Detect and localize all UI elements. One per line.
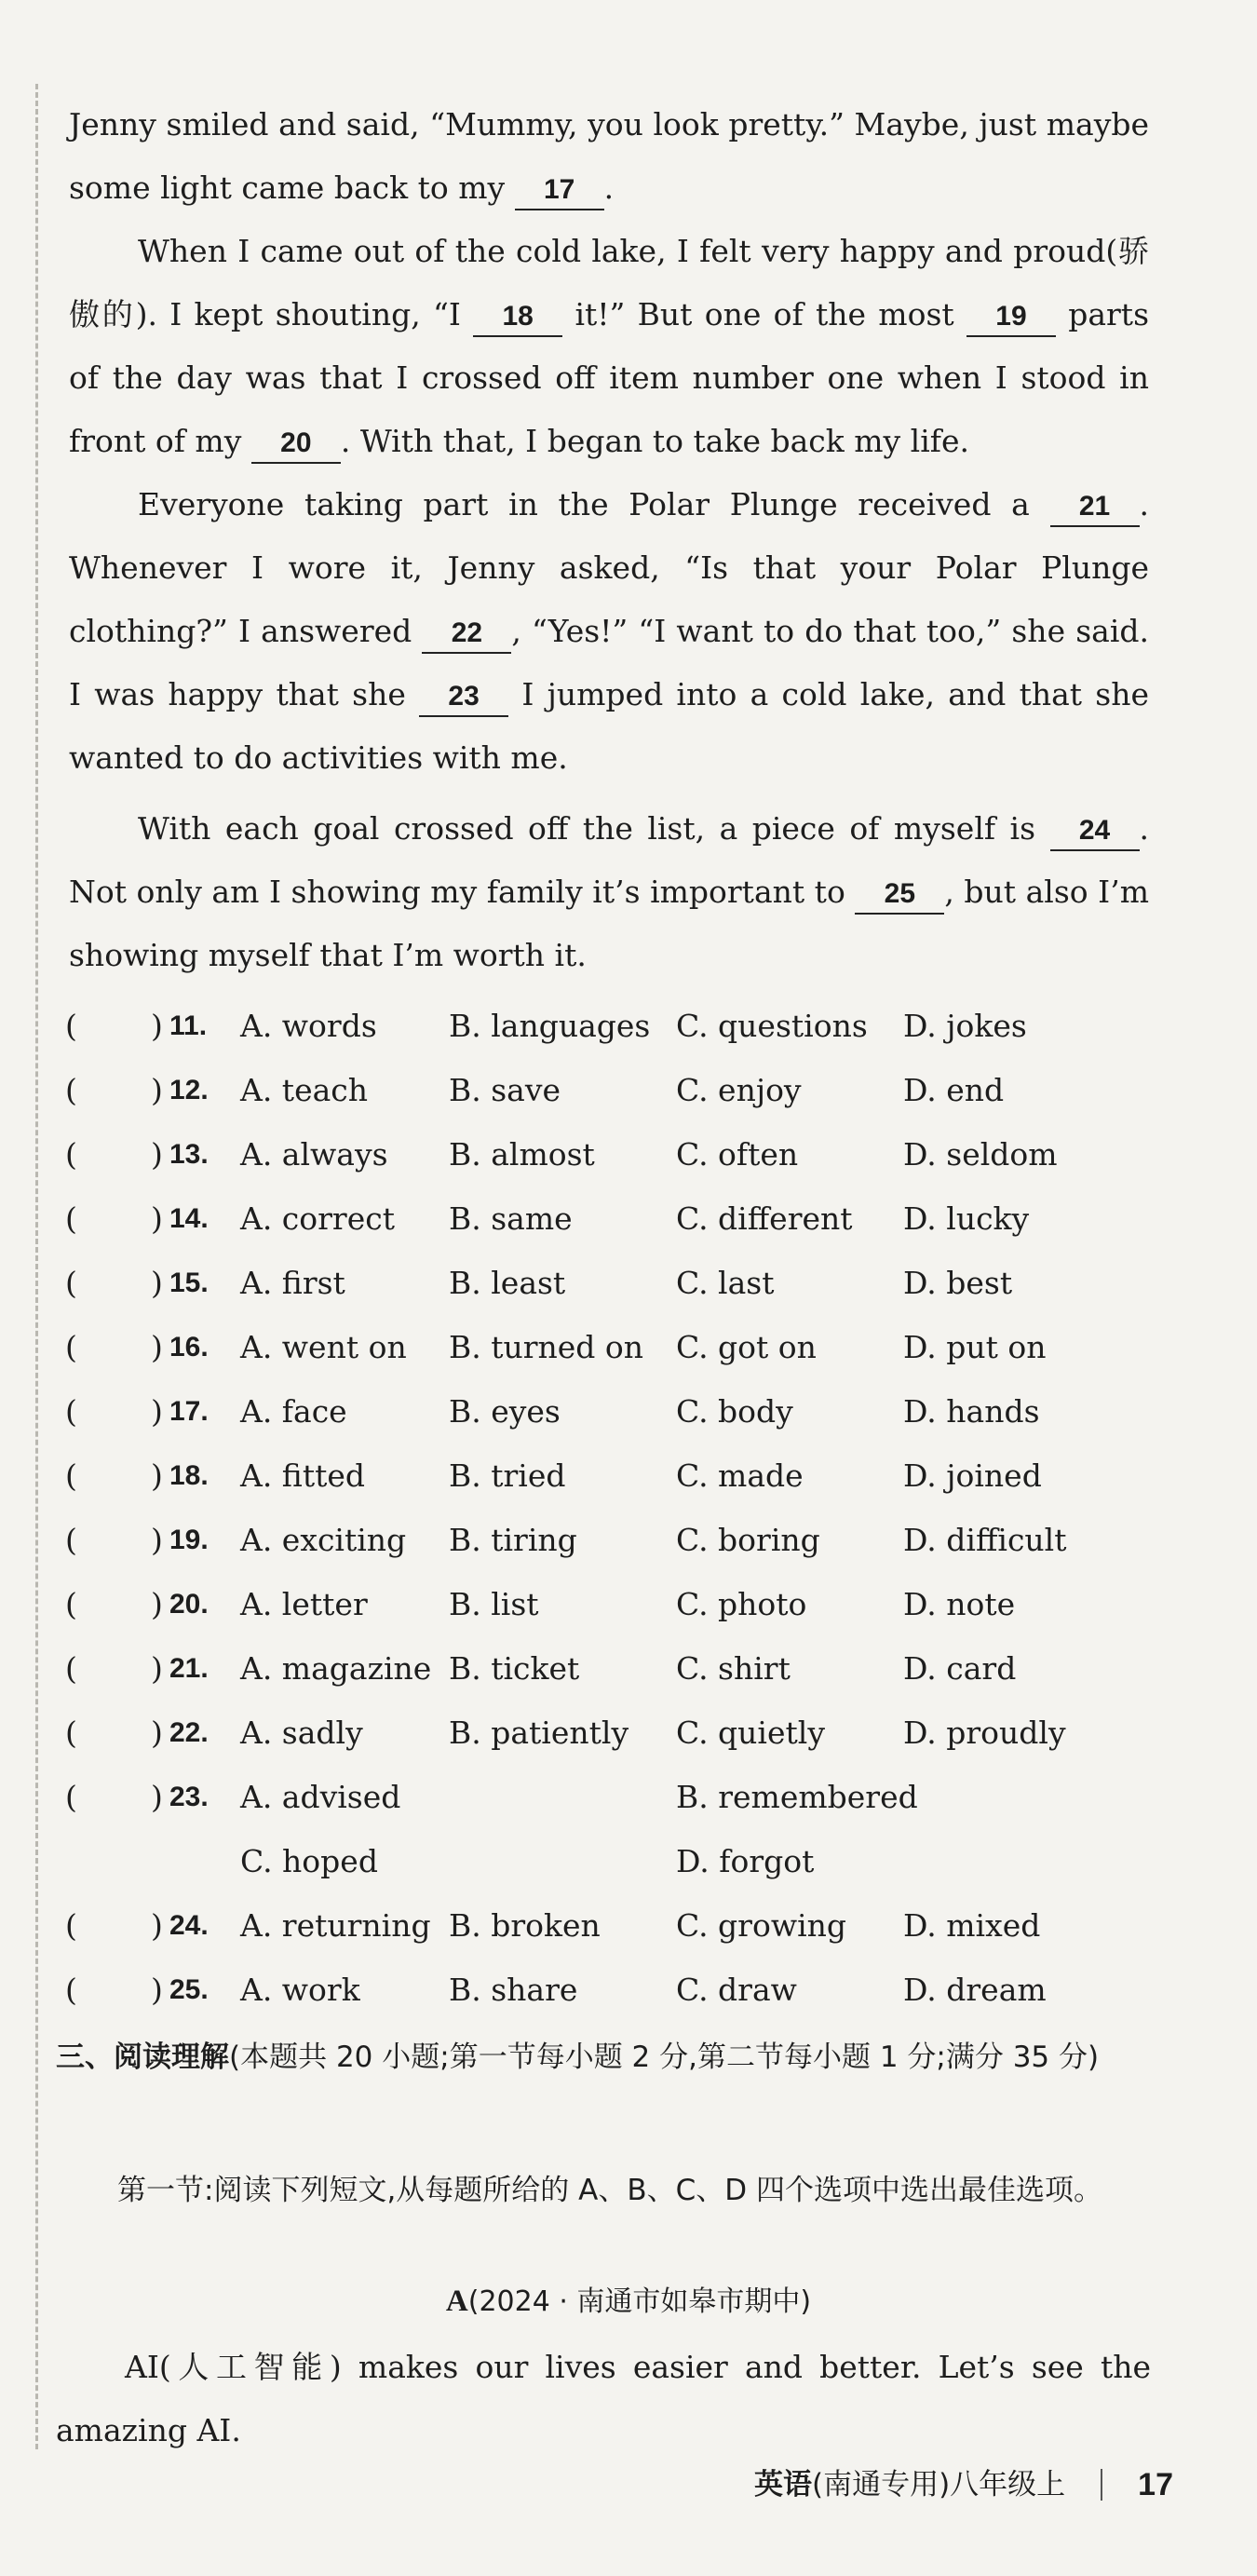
blank-19[interactable]: 19 [966, 298, 1056, 337]
answer-paren-open[interactable]: ( [65, 1136, 77, 1173]
option-b[interactable]: B. same [449, 1200, 573, 1237]
page-footer [754, 2459, 1173, 2511]
option-a[interactable]: A. teach [240, 1072, 369, 1108]
answer-paren-open[interactable]: ( [65, 1907, 77, 1944]
paragraph-text: Jenny smiled and said, “Mummy, you look pretty.” Maybe, just maybe some light came back to my [69, 106, 1149, 206]
answer-paren-open[interactable]: ( [65, 1265, 77, 1301]
question-row-continued [65, 1834, 1164, 1890]
option-b[interactable]: B. save [449, 1072, 561, 1108]
question-number: 16. [169, 1332, 209, 1363]
option-d[interactable]: D. end [903, 1072, 1005, 1108]
option-a[interactable]: A. always [240, 1136, 388, 1173]
option-b[interactable]: B. turned on [449, 1329, 644, 1365]
answer-paren-close: ) [151, 1972, 163, 2008]
passage-paragraph-2 [69, 220, 1149, 473]
paragraph-text: . Whenever I wore it, Jenny asked, “Is that your Polar Plunge clothing?” I answered [69, 486, 1149, 649]
question-number: 13. [169, 1139, 209, 1170]
answer-paren-open[interactable]: ( [65, 1200, 77, 1237]
option-b[interactable]: B. list [449, 1586, 539, 1622]
part-instruction: 第一节:阅读下列短文,从每题所给的 A、B、C、D 四个选项中选出最佳选项。 [117, 2174, 1102, 2207]
answer-paren-close: ) [151, 1393, 163, 1430]
answer-paren-close: ) [151, 1522, 163, 1558]
option-b[interactable]: B. ticket [449, 1650, 580, 1687]
question-number: 14. [169, 1203, 209, 1234]
answer-paren-open[interactable]: ( [65, 1586, 77, 1622]
answer-paren-open[interactable]: ( [65, 1393, 77, 1430]
passage-a-intro: AI(人工智能) makes our lives easier and better. Let’s see the amazing AI. [56, 2349, 1151, 2448]
margin-dashed-line [35, 84, 38, 2449]
option-c[interactable]: C. got on [676, 1329, 817, 1365]
paragraph-text: . [603, 169, 615, 206]
option-d[interactable]: D. joined [903, 1457, 1042, 1494]
page-number: 17 [1138, 2467, 1173, 2502]
question-number: 22. [169, 1717, 209, 1748]
section-heading [56, 2030, 1164, 2084]
option-c[interactable]: C. made [676, 1457, 804, 1494]
option-a[interactable]: A. letter [240, 1586, 368, 1622]
question-row [65, 1962, 1164, 2018]
blank-21[interactable]: 21 [1050, 488, 1140, 527]
answer-paren-close: ) [151, 1136, 163, 1173]
paragraph-text: . With that, I began to take back my life. [340, 423, 969, 459]
option-b[interactable]: B. languages [449, 1008, 651, 1044]
option-b[interactable]: B. tiring [449, 1522, 577, 1558]
answer-paren-open[interactable]: ( [65, 1715, 77, 1751]
question-number: 17. [169, 1396, 209, 1427]
question-row [65, 1320, 1164, 1376]
answer-paren-close: ) [151, 1457, 163, 1494]
passage-paragraph-3 [69, 473, 1149, 790]
answer-paren-open[interactable]: ( [65, 1779, 77, 1815]
question-number: 11. [169, 1010, 208, 1041]
option-a[interactable]: A. magazine [240, 1650, 432, 1687]
question-row [65, 1127, 1164, 1183]
footer-edition: (南通专用)八年级上 [811, 2468, 1066, 2501]
paragraph-text: parts of the day was that I crossed off item number one when I stood in front of my [69, 296, 1149, 459]
option-c[interactable]: C. body [676, 1393, 793, 1430]
option-a[interactable]: A. words [240, 1008, 377, 1044]
paragraph-text: , but also I’m showing myself that I’m worth it. [69, 874, 1149, 973]
question-row [65, 1448, 1164, 1504]
option-b[interactable]: B. remembered [676, 1779, 918, 1815]
answer-paren-close: ) [151, 1265, 163, 1301]
passage-paragraph-4 [69, 797, 1149, 987]
option-a[interactable]: A. work [240, 1972, 360, 2008]
blank-20[interactable]: 20 [251, 425, 341, 464]
option-c[interactable]: C. different [676, 1200, 853, 1237]
blank-17[interactable]: 17 [515, 171, 604, 210]
passage-paragraph-1 [69, 93, 1149, 220]
option-d[interactable]: D. mixed [903, 1907, 1041, 1944]
paragraph-text: I jumped into a cold lake, and that she wanted to do activities with me. [69, 676, 1150, 776]
blank-18[interactable]: 18 [473, 298, 562, 337]
paragraph-text: With each goal crossed off the list, a piece of myself is [138, 810, 1050, 847]
answer-paren-close: ) [151, 1200, 163, 1237]
option-b[interactable]: B. share [449, 1972, 578, 2008]
option-d[interactable]: D. hands [903, 1393, 1040, 1430]
footer-book-title [754, 2459, 1065, 2511]
question-row [65, 1191, 1164, 1247]
option-a[interactable]: A. went on [240, 1329, 407, 1365]
option-b[interactable]: B. eyes [449, 1393, 561, 1430]
answer-paren-close: ) [151, 1907, 163, 1944]
question-row [65, 1705, 1164, 1761]
answer-paren-open[interactable]: ( [65, 1972, 77, 2008]
option-a[interactable]: A. sadly [240, 1715, 363, 1751]
section-note: (本题共 20 小题;第一节每小题 2 分,第二节每小题 1 分;满分 35 分) [229, 2040, 1100, 2074]
question-number: 25. [169, 1974, 209, 2005]
answer-paren-close: ) [151, 1072, 163, 1108]
option-c[interactable]: C. boring [676, 1522, 820, 1558]
question-row [65, 1577, 1164, 1633]
option-a[interactable]: A. first [240, 1265, 345, 1301]
option-c[interactable]: C. enjoy [676, 1072, 802, 1108]
question-number: 23. [169, 1782, 209, 1812]
option-c[interactable]: C. often [676, 1136, 799, 1173]
answer-paren-close: ) [151, 1715, 163, 1751]
option-b[interactable]: B. broken [449, 1907, 601, 1944]
option-a[interactable]: A. returning [240, 1907, 431, 1944]
option-d[interactable]: D. jokes [903, 1008, 1027, 1044]
answer-paren-close: ) [151, 1586, 163, 1622]
blank-24[interactable]: 24 [1050, 812, 1140, 851]
option-a[interactable]: A. face [240, 1393, 347, 1430]
passage-title [0, 2278, 1257, 2325]
option-d[interactable]: D. proudly [903, 1715, 1066, 1751]
footer-divider [1101, 2469, 1102, 2501]
option-c[interactable]: C. shirt [676, 1650, 791, 1687]
question-row [65, 1255, 1164, 1311]
option-a[interactable]: A. advised [240, 1779, 401, 1815]
option-d[interactable]: D. dream [903, 1972, 1047, 2008]
question-row [65, 1512, 1164, 1568]
answer-paren-close: ) [151, 1779, 163, 1815]
question-row [65, 998, 1164, 1054]
passage-source: (2024 · 南通市如皋市期中) [467, 2285, 812, 2318]
option-c[interactable]: C. last [676, 1265, 775, 1301]
question-number: 20. [169, 1589, 209, 1620]
option-d[interactable]: D. put on [903, 1329, 1047, 1365]
question-row [65, 1898, 1164, 1954]
question-row [65, 1384, 1164, 1440]
answer-paren-close: ) [151, 1329, 163, 1365]
answer-paren-open[interactable]: ( [65, 1072, 77, 1108]
option-d[interactable]: D. seldom [903, 1136, 1058, 1173]
option-c[interactable]: C. hoped [240, 1843, 378, 1879]
option-b[interactable]: B. patiently [449, 1715, 629, 1751]
paragraph-text: Everyone taking part in the Polar Plunge received a [138, 486, 1050, 522]
option-a[interactable]: A. exciting [240, 1522, 407, 1558]
answer-paren-open[interactable]: ( [65, 1457, 77, 1494]
question-number: 24. [169, 1910, 209, 1941]
paragraph-text: . Not only am I showing my family it’s important to [69, 810, 1149, 910]
answer-paren-open[interactable]: ( [65, 1329, 77, 1365]
option-d[interactable]: D. lucky [903, 1200, 1030, 1237]
paragraph-text: When I came out of the cold lake, I felt very happy and proud(骄傲的). I kept shouting, “I [69, 233, 1149, 332]
paragraph-text: , “Yes!” “I want to do that too,” she said. I was happy that she [69, 613, 1149, 712]
option-c[interactable]: C. photo [676, 1586, 807, 1622]
footer-subject: 英语 [753, 2468, 812, 2501]
option-b[interactable]: B. almost [449, 1136, 595, 1173]
option-d[interactable]: D. note [903, 1586, 1016, 1622]
answer-paren-close: ) [151, 1650, 163, 1687]
option-c[interactable]: C. quietly [676, 1715, 825, 1751]
option-c[interactable]: C. questions [676, 1008, 868, 1044]
option-d[interactable]: D. best [903, 1265, 1013, 1301]
blank-25[interactable]: 25 [855, 875, 944, 915]
question-row [65, 1063, 1164, 1119]
answer-paren-open[interactable]: ( [65, 1522, 77, 1558]
question-number: 21. [169, 1653, 209, 1684]
question-row [65, 1769, 1164, 1825]
passage-letter: A [445, 2285, 468, 2318]
question-number: 12. [169, 1075, 209, 1105]
question-number: 19. [169, 1525, 209, 1555]
paragraph-text: it!” But one of the most [562, 296, 966, 332]
question-number: 15. [169, 1268, 209, 1298]
option-a[interactable]: A. correct [240, 1200, 395, 1237]
option-a[interactable]: A. fitted [240, 1457, 365, 1494]
option-d[interactable]: D. card [903, 1650, 1017, 1687]
section-title: 三、阅读理解 [56, 2040, 229, 2074]
blank-23[interactable]: 23 [419, 678, 508, 717]
option-d[interactable]: D. difficult [903, 1522, 1067, 1558]
option-b[interactable]: B. least [449, 1265, 566, 1301]
blank-22[interactable]: 22 [422, 615, 511, 654]
question-row [65, 1641, 1164, 1697]
option-c[interactable]: C. growing [676, 1907, 846, 1944]
answer-paren-close: ) [151, 1008, 163, 1044]
option-c[interactable]: C. draw [676, 1972, 797, 2008]
option-b[interactable]: B. tried [449, 1457, 566, 1494]
answer-paren-open[interactable]: ( [65, 1650, 77, 1687]
option-d[interactable]: D. forgot [676, 1843, 815, 1879]
question-number: 18. [169, 1460, 209, 1491]
answer-paren-open[interactable]: ( [65, 1008, 77, 1044]
